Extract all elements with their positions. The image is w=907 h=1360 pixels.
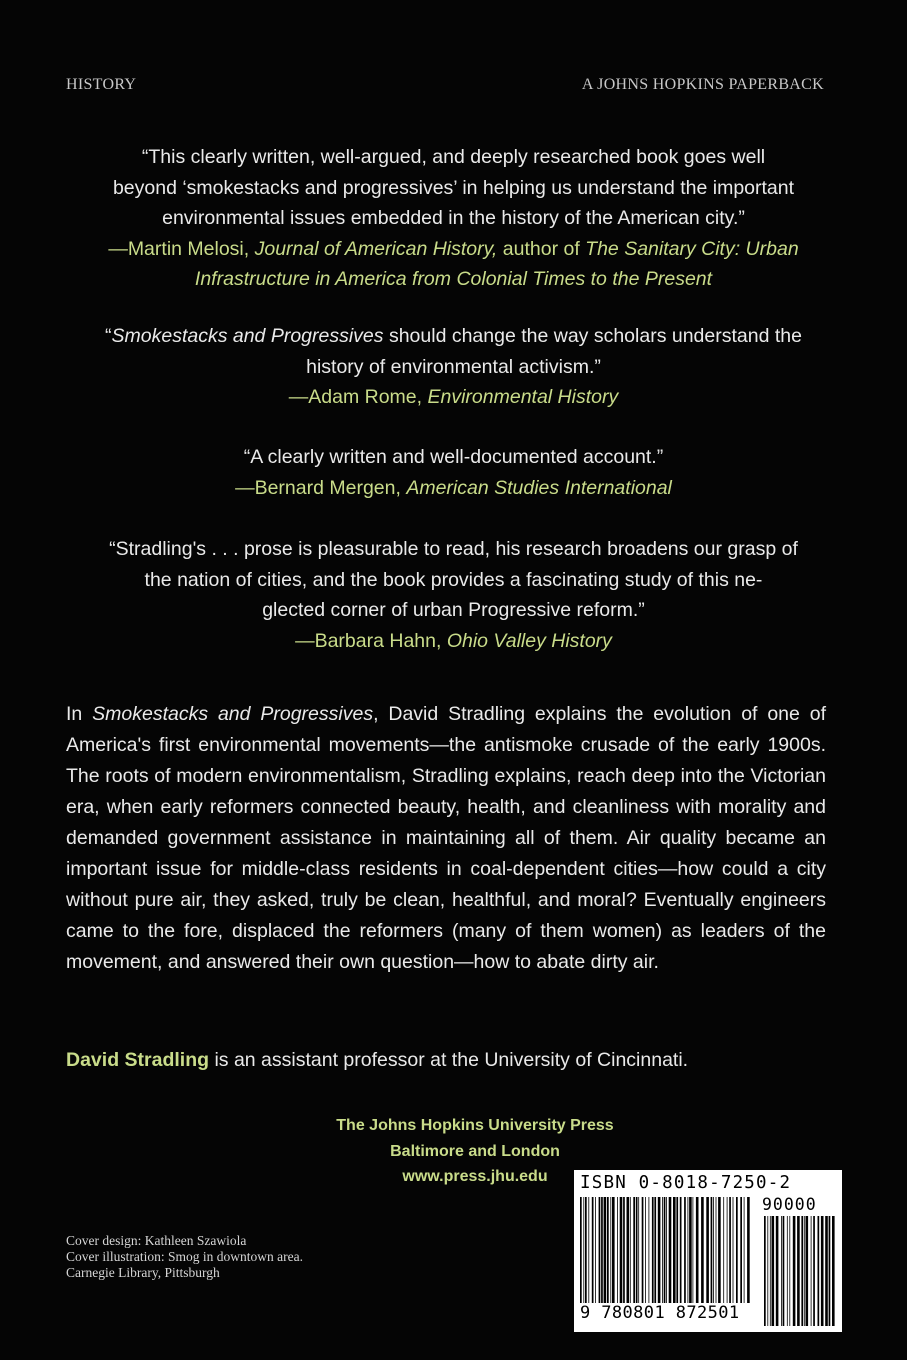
review-quote-melosi — [70, 142, 837, 295]
barcode-bar — [673, 1197, 676, 1303]
barcode-bar — [744, 1197, 745, 1303]
quote-attribution: —Adam Rome, Environmental History — [288, 386, 619, 408]
barcode-bar — [601, 1197, 603, 1303]
barcode-bar — [658, 1197, 661, 1303]
barcode-bar — [627, 1197, 630, 1303]
barcode-bar — [642, 1197, 644, 1303]
barcode-bar — [733, 1197, 734, 1303]
isbn-number: ISBN 0-8018-7250-2 — [580, 1173, 792, 1193]
barcode-bar — [649, 1197, 650, 1303]
quote-attribution: —Martin Melosi, Journal of American History, author of The Sanitary City: Urban — [108, 237, 799, 260]
category-label: HISTORY — [66, 76, 137, 93]
barcode-bar — [713, 1197, 714, 1303]
description-paragraph: In Smokestacks and Progressives, David Stradling explains the evolution of one of America's first environmental movements—the antismoke crusade of the early 1900s. The roots of modern environmentalism, Stradling explains, reach deep into the Victorian era, when early reformers connected beauty, health, and cleanliness with morality and demanded government assistance in maintaining all of them. Air quality became an important issue for middle-class residents in coal-dependent cities—how could a city without pure air, they asked, truly be clean, healthful, and moral? Eventually engineers came to the fore, displaced the reformers (many of them women) as leaders of the movement, and answered their own question—how to abate dirty air. — [66, 703, 827, 973]
quote-attribution-cont: Infrastructure in America from Colonial Times to the Present — [194, 268, 713, 290]
barcode-bar — [612, 1197, 615, 1303]
barcode-bar — [693, 1197, 694, 1303]
barcode-bar — [701, 1197, 704, 1303]
barcode-bar — [770, 1216, 771, 1326]
barcode-bar — [620, 1197, 623, 1303]
barcode-bar — [716, 1197, 717, 1303]
barcode-bar — [764, 1216, 766, 1326]
barcode-bar — [604, 1197, 607, 1303]
barcode-bar — [787, 1216, 788, 1326]
quote-line: the nation of cities, and the book provides a fascinating study of this ne- — [144, 568, 763, 591]
barcode-bar — [666, 1197, 667, 1303]
barcode-bar — [583, 1197, 584, 1303]
quote-line: “This clearly written, well-argued, and deeply researched book goes well — [141, 146, 766, 168]
barcode-bar — [662, 1197, 663, 1303]
barcode-addon-digits: 90000 — [762, 1195, 817, 1214]
isbn-barcode — [574, 1170, 842, 1332]
barcode-bar — [736, 1197, 738, 1303]
quote-attribution: —Bernard Mergen, American Studies International — [235, 476, 672, 499]
publisher-name: The Johns Hopkins University Press — [336, 1117, 614, 1134]
barcode-bar — [767, 1216, 768, 1326]
ean-digits: 9 780801 872501 — [580, 1303, 740, 1323]
barcode-bar — [829, 1216, 831, 1326]
barcode-bar — [585, 1197, 587, 1303]
barcode-bar — [630, 1197, 631, 1303]
barcode-bar — [680, 1197, 682, 1303]
barcode-bar — [592, 1197, 594, 1303]
barcode-bar — [638, 1197, 639, 1303]
barcode-bar — [711, 1197, 713, 1303]
cover-header — [66, 76, 824, 96]
barcode-bar — [747, 1197, 750, 1303]
barcode-bar — [617, 1197, 618, 1303]
library-credit: Carnegie Library, Pittsburgh — [66, 1265, 220, 1280]
barcode-bar — [718, 1197, 721, 1303]
barcode-bar — [793, 1216, 796, 1326]
barcode-bar — [588, 1197, 589, 1303]
quote-line: “Smokestacks and Progressives should change the way scholars understand the — [105, 325, 802, 347]
quote-line: glected corner of urban Progressive reform.” — [262, 599, 645, 621]
publisher-website: www.press.jhu.edu — [402, 1168, 548, 1185]
barcode-bar — [607, 1197, 609, 1303]
barcode-bar — [684, 1197, 686, 1303]
barcode-bar — [580, 1197, 582, 1303]
review-quote-hahn — [70, 534, 837, 656]
barcode-bar — [652, 1197, 654, 1303]
barcode-bar — [654, 1197, 656, 1303]
barcode-bar — [783, 1216, 785, 1326]
barcode-bar — [776, 1216, 779, 1326]
barcode-bar — [727, 1197, 728, 1303]
barcode-bar — [610, 1197, 611, 1303]
quote-line: “A clearly written and well-documented account.” — [243, 446, 664, 468]
barcode-bar — [688, 1197, 689, 1303]
barcode-bar — [669, 1197, 672, 1303]
barcode-bar — [689, 1197, 692, 1303]
quote-line: history of environmental activism.” — [306, 355, 601, 378]
series-label: A JOHNS HOPKINS PAPERBACK — [581, 76, 824, 93]
barcode-bar — [832, 1216, 835, 1326]
quote-line: environmental issues embedded in the history of the American city.” — [162, 207, 745, 229]
barcode-bar — [599, 1197, 601, 1303]
cover-design-credit: Cover design: Kathleen Szawiola — [66, 1233, 247, 1248]
book-description — [66, 699, 826, 978]
barcode-bar — [818, 1216, 820, 1326]
author-bio — [66, 1045, 846, 1075]
barcode-bars-addon — [764, 1216, 836, 1326]
barcode-bar — [706, 1197, 709, 1303]
barcode-bar — [821, 1216, 824, 1326]
review-quote-mergen — [70, 442, 837, 503]
quote-line: “Stradling's . . . prose is pleasurable to read, his research broadens our grasp of — [109, 538, 798, 560]
barcode-bar — [729, 1197, 731, 1303]
barcode-bar — [825, 1216, 828, 1326]
quote-line: beyond ‘smokestacks and progressives’ in helping us understand the important — [112, 176, 795, 199]
barcode-bar — [633, 1197, 635, 1303]
barcode-bar — [789, 1216, 790, 1326]
barcode-bar — [772, 1216, 775, 1326]
author-name: David Stradling — [66, 1049, 210, 1071]
review-quote-rome — [70, 321, 837, 413]
cover-illustration-credit: Cover illustration: Smog in downtown area. — [66, 1249, 303, 1264]
barcode-bar — [696, 1197, 699, 1303]
author-bio-text: is an assistant professor at the University of Cincinnati. — [209, 1049, 689, 1071]
barcode-bar — [676, 1197, 678, 1303]
barcode-bar — [645, 1197, 646, 1303]
barcode-bar — [664, 1197, 666, 1303]
barcode-bar — [740, 1197, 742, 1303]
barcode-bar — [623, 1197, 625, 1303]
barcode-bar — [723, 1197, 724, 1303]
barcode-bar — [811, 1216, 812, 1326]
quote-attribution: —Barbara Hahn, Ohio Valley History — [295, 629, 612, 652]
barcode-bar — [801, 1216, 803, 1326]
barcode-bars-main — [580, 1197, 750, 1303]
barcode-bar — [813, 1216, 815, 1326]
barcode-bar — [806, 1216, 809, 1326]
barcode-bar — [797, 1216, 800, 1326]
barcode-bar — [636, 1197, 638, 1303]
barcode-bar — [781, 1216, 782, 1326]
barcode-bar — [595, 1197, 596, 1303]
barcode-bar — [804, 1216, 805, 1326]
cover-credits — [66, 1233, 303, 1281]
publisher-location: Baltimore and London — [390, 1142, 560, 1160]
